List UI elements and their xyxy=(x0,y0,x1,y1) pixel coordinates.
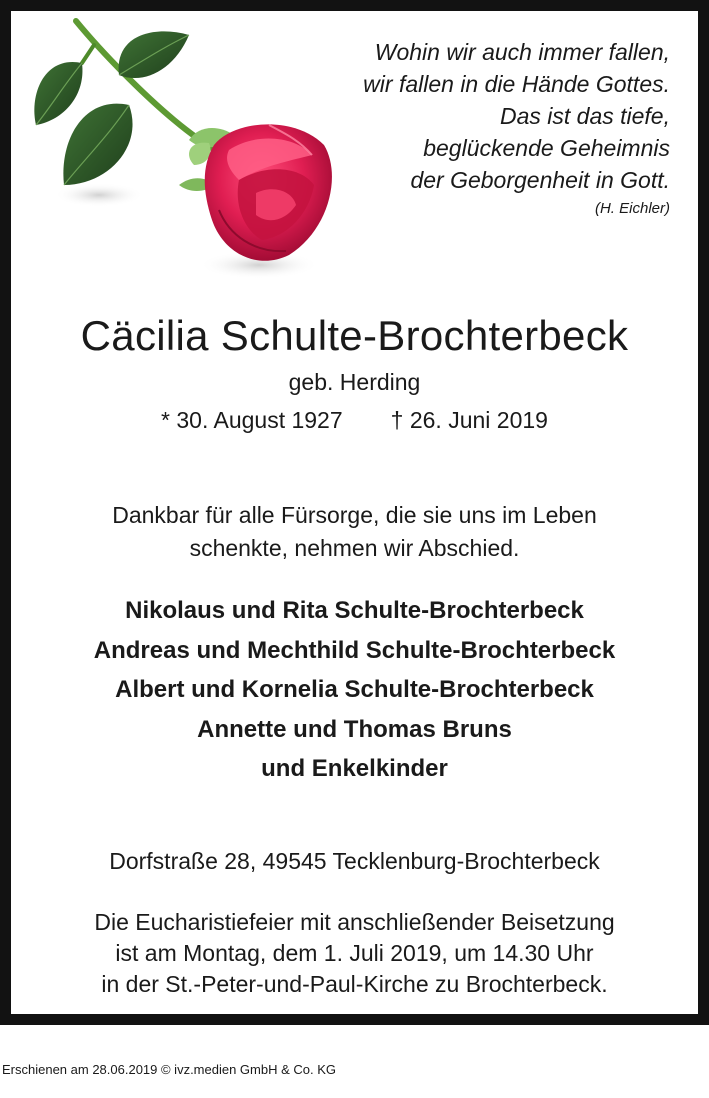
quote-author: (H. Eichler) xyxy=(594,200,670,217)
quote-line: wir fallen in die Hände Gottes. xyxy=(363,71,670,97)
mourner-line: und Enkelkinder xyxy=(261,755,448,782)
mourners-list xyxy=(11,591,698,789)
service-line: Die Eucharistiefeier mit anschließender Beisetzung xyxy=(94,909,615,935)
quote-line: beglückende Geheimnis xyxy=(423,135,670,161)
deceased-name: Cäcilia Schulte-Brochterbeck xyxy=(80,312,629,359)
service-info xyxy=(11,907,698,1000)
life-dates xyxy=(11,404,698,436)
quote-line: Wohin wir auch immer fallen, xyxy=(374,39,670,65)
quote-line: Das ist das tiefe, xyxy=(499,103,670,129)
address: Dorfstraße 28, 49545 Tecklenburg-Brochterbeck xyxy=(109,848,600,874)
quote-line: der Geborgenheit in Gott. xyxy=(410,167,670,193)
mourner-line: Andreas und Mechthild Schulte-Brochterbeck xyxy=(93,636,616,664)
thanks-line: schenkte, nehmen wir Abschied. xyxy=(189,535,520,561)
publication-footer: Erschienen am 28.06.2019 © ivz.medien GmbH & Co. KG xyxy=(2,1062,337,1077)
service-line: ist am Montag, dem 1. Juli 2019, um 14.30 Uhr xyxy=(115,940,594,966)
birth-date: * 30. August 1927 xyxy=(161,407,343,433)
mourner-line: Nikolaus und Rita Schulte-Brochterbeck xyxy=(125,597,584,624)
service-line: in der St.-Peter-und-Paul-Kirche zu Brochterbeck. xyxy=(101,971,608,997)
death-date: † 26. Juni 2019 xyxy=(390,407,548,433)
maiden-name: geb. Herding xyxy=(288,369,421,395)
quote-block xyxy=(250,36,670,222)
mourner-line: Annette und Thomas Bruns xyxy=(197,715,512,743)
thanks-text xyxy=(11,499,698,565)
mourner-line: Albert und Kornelia Schulte-Brochterbeck xyxy=(115,676,594,703)
thanks-line: Dankbar für alle Fürsorge, die sie uns im Leben xyxy=(112,502,597,528)
